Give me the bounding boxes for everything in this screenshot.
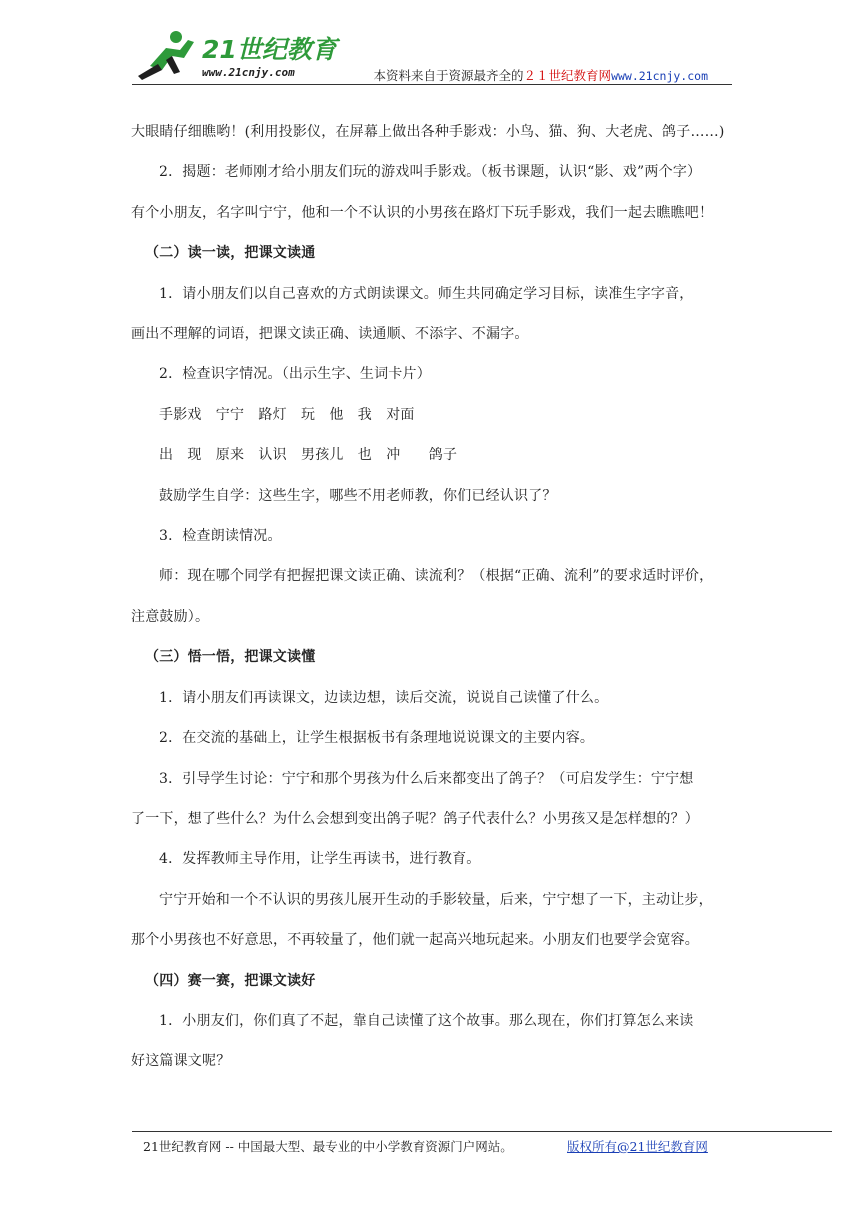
header-divider xyxy=(132,84,732,85)
source-site-link[interactable]: www.21cnjy.com xyxy=(611,69,708,83)
header-source-text: 本资料来自于资源最齐全的２１世纪教育网www.21cnjy.com xyxy=(373,68,708,83)
footer-copyright-link[interactable]: 版权所有@21世纪教育网 xyxy=(567,1139,708,1154)
paragraph: 鼓励学生自学：这些生字，哪些不用老师教，你们已经认识了？ xyxy=(159,487,557,504)
paragraph: 有个小朋友，名字叫宁宁，他和一个不认识的小男孩在路灯下玩手影戏，我们一起去瞧瞧吧！ xyxy=(131,204,714,221)
paragraph: 2．在交流的基础上，让学生根据板书有条理地说说课文的主要内容。 xyxy=(159,730,595,747)
paragraph: 3．引导学生讨论：宁宁和那个男孩为什么后来都变出了鸽子？（可启发学生：宁宁想 xyxy=(159,770,694,787)
paragraph: 1．请小朋友们以自己喜欢的方式朗读课文。师生共同确定学习目标，读准生字字音， xyxy=(159,285,694,302)
document-body xyxy=(131,112,731,1082)
footer-site-description: 21世纪教育网 -- 中国最大型、最专业的中小学教育资源门户网站。 xyxy=(143,1139,513,1154)
word-list: 出 现 原来 认识 男孩儿 也 冲 鸽子 xyxy=(159,447,458,464)
paragraph: 好这篇课文呢？ xyxy=(131,1053,231,1070)
paragraph: 3．检查朗读情况。 xyxy=(159,528,282,545)
paragraph: 师：现在哪个同学有把握把课文读正确、读流利？（根据“正确、流利”的要求适时评价， xyxy=(159,568,714,585)
svg-text:21世纪教育: 21世纪教育 xyxy=(202,35,337,64)
footer-divider xyxy=(132,1131,832,1132)
paragraph: 了一下，想了些什么？为什么会想到变出鸽子呢？鸽子代表什么？小男孩又是怎样想的？） xyxy=(131,810,699,827)
paragraph: 注意鼓励）。 xyxy=(131,608,210,625)
source-site-name: ２１世纪教育网 xyxy=(523,68,612,83)
paragraph: 画出不理解的词语，把课文读正确、读通顺、不添字、不漏字。 xyxy=(131,326,529,343)
section-heading-3: （三）悟一悟，把课文读懂 xyxy=(145,649,316,666)
page-header xyxy=(132,28,732,86)
paragraph: 4．发挥教师主导作用，让学生再读书，进行教育。 xyxy=(159,851,481,868)
paragraph: 2．检查识字情况。（出示生字、生词卡片） xyxy=(159,366,431,383)
paragraph: 2．揭题：老师刚才给小朋友们玩的游戏叫手影戏。（板书课题，认识“影、戏”两个字） xyxy=(159,164,702,181)
paragraph: 宁宁开始和一个不认识的男孩儿展开生动的手影较量，后来，宁宁想了一下，主动让步， xyxy=(159,891,713,908)
svg-text:www.21cnjy.com: www.21cnjy.com xyxy=(202,66,295,79)
section-heading-2: （二）读一读，把课文读通 xyxy=(145,245,316,262)
word-list: 手影戏 宁宁 路灯 玩 他 我 对面 xyxy=(159,406,415,423)
paragraph: 那个小男孩也不好意思，不再较量了，他们就一起高兴地玩起来。小朋友们也要学会宽容。 xyxy=(131,932,699,949)
paragraph: 1．请小朋友们再读课文，边读边想，读后交流，说说自己读懂了什么。 xyxy=(159,689,609,706)
section-heading-4: （四）赛一赛，把课文读好 xyxy=(145,972,316,989)
paragraph: 1．小朋友们，你们真了不起，靠自己读懂了这个故事。那么现在，你们打算怎么来读 xyxy=(159,1012,694,1029)
page-footer xyxy=(143,1137,708,1155)
paragraph: 大眼睛仔细瞧哟！(利用投影仪，在屏幕上做出各种手影戏：小鸟、猫、狗、大老虎、鸽子……) xyxy=(131,124,725,140)
site-logo xyxy=(132,28,342,84)
